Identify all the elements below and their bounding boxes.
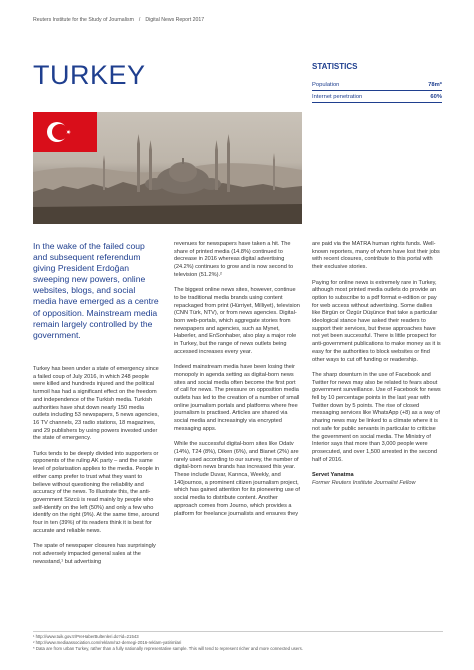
header-report: Digital News Report 2017 xyxy=(145,17,205,23)
author-role: Former Reuters Institute Journalist Fellow xyxy=(312,479,416,486)
turkish-flag xyxy=(33,112,97,152)
footnote-data-note: * Data are from urban Turkey, rather than a fully nationally representative sample. This will tend to represent richer and more connected users. xyxy=(33,646,303,651)
running-header xyxy=(33,17,204,23)
stat-label: Internet penetration xyxy=(312,94,363,100)
article-column-2 xyxy=(174,241,301,526)
paragraph: Turkey has been under a state of emergency since a failed coup of July 2016, in which 248 people were killed and hundreds injured and the political turmoil has had a significant effect on the freedom and independence of the Turkish media. Turkish authorities have shut down nearly 150 media outlets including 53 newspapers, 5 news agencies, 16 TV channels, 23 radio stations, 18 magazines, and 29 publishers by using powers invested under the state of emergency. xyxy=(33,366,159,442)
statistics-box xyxy=(312,62,442,103)
stat-value: 60% xyxy=(430,94,442,100)
paragraph: The sharp downturn in the use of Facebook and Twitter for news may also be related to fears about government surveillance. Use of Facebook for news fell by 10 percentage points in the last year with Twitter down by 5 points. The rise of closed messaging services like WhatsApp (+8) as a way of sharing news may be linked to a climate where it is not safe for public servants in particular to criticise the government on social media. The Ministry of Interior says that more than 3,000 people were prosecuted, and over 1,500 arrested in the second half of 2016. xyxy=(312,371,441,463)
footnotes xyxy=(33,631,443,652)
author-name: Servet Yanatma xyxy=(312,472,354,479)
statistics-heading: STATISTICS xyxy=(312,62,358,71)
paragraph: Paying for online news is extremely rare in Turkey, although most printed media outlets do provide an option to subscribe to a pdf format e-edition or pay for web access without advertising. Some dailies like Birgün or Özgür Düşünce that take a particular ideological stance have asked their readers to support their services, but these approaches have not yet been successful. There is little prospect for anti-government publications to make money as it is easy for the authorities to block websites or find other ways to cut off funding or readership. xyxy=(312,279,441,363)
paragraph: are paid via the MATRA human rights funds. Well-known reporters, many of whom have lost their jobs with recent closures, contribute to this portal with their exclusive stories. xyxy=(312,241,440,271)
stat-row-population xyxy=(312,79,442,91)
footnote-2[interactable]: ² http://www.mediaassociation.com/reklam/raz-dernegi-2016-reklam-yatirimlari xyxy=(33,640,182,645)
paragraph: revenues for newspapers have taken a hit. The share of printed media (14.8%) continued to decrease in 2016 whereas digital advertising (24.2%) continues to grow and is now second to television (51.2%).² xyxy=(174,241,294,278)
header-separator: / xyxy=(138,17,141,23)
crescent-star-icon xyxy=(33,112,97,152)
pull-quote: In the wake of the failed coup and subsequent referendum giving President Erdoğan sweeping new powers, online websites, blogs, and social media have emerged as a centre of opposition. Mainstream media remain largely controlled by the government. xyxy=(33,241,159,340)
paragraph: Turks tends to be deeply divided into supporters or opponents of the ruling AK party – and the same level of polarisation applies to the media. People in either camp prefer to trust what they want to believe without questioning the reliability and accuracy of the news. To illustrate this, the anti-government Sözcü is read mainly by people who self-identify on the left (50%) and only a few who identify on the right (9%). At the same time, around four in ten (39%) of its readers think it is best for accurate and reliable news. xyxy=(33,450,159,534)
paragraph: The biggest online news sites, however, continue to be traditional media brands using content repackaged from print (Hürriyet, Milliyet), television (CNN Türk, NTV), or from news agencies. Digital-born web-portals, which aggregate stories from newspapers and agencies, such as Mynet, Haberler, and EnSonhaber, also play a major role in Turkey, but the range of news outlets being accessed increases every year. xyxy=(174,287,300,355)
footnote-1[interactable]: ¹ http://www.tuik.gov.tr/PreHaberBultenleri.do?id=21543 xyxy=(33,634,139,639)
paragraph: Indeed mainstream media have been losing their monopoly in agenda setting as digital-born news sites and social media often become the first port of call for news. The pressure on opposition media outlets has led to the creation of a number of small online journalism portals and platforms where free journalism is practised. Articles are shared via social media and increasingly via encrypted messaging apps. xyxy=(174,364,300,432)
article-column-1 xyxy=(33,366,161,574)
page-title: TURKEY xyxy=(33,60,146,90)
article-column-3 xyxy=(312,241,441,495)
istanbul-skyline-photo xyxy=(33,112,302,224)
header-org: Reuters Institute for the Study of Journalism xyxy=(33,17,134,23)
stat-value: 78m* xyxy=(428,82,442,88)
paragraph: While the successful digital-born sites like Odatv (14%), T24 (8%), Diken (6%), and Bianet (2%) are rarely used according to our survey, the number of digital-born news brands has increased this year. These include Duvar, Karınca, Weekly, and 140journos, a prominent citizen journalism project, which has gained attention for its pioneering use of social media to distribute content. Another approach comes from Journo, which provides a platform for freelance journalists and ensures they xyxy=(174,441,300,517)
paragraph: The spate of newspaper closures has surprisingly not adversely impacted general sales at the newsstand,¹ but advertising xyxy=(33,543,156,565)
stat-label: Population xyxy=(312,82,340,88)
stat-row-internet-penetration xyxy=(312,91,442,103)
